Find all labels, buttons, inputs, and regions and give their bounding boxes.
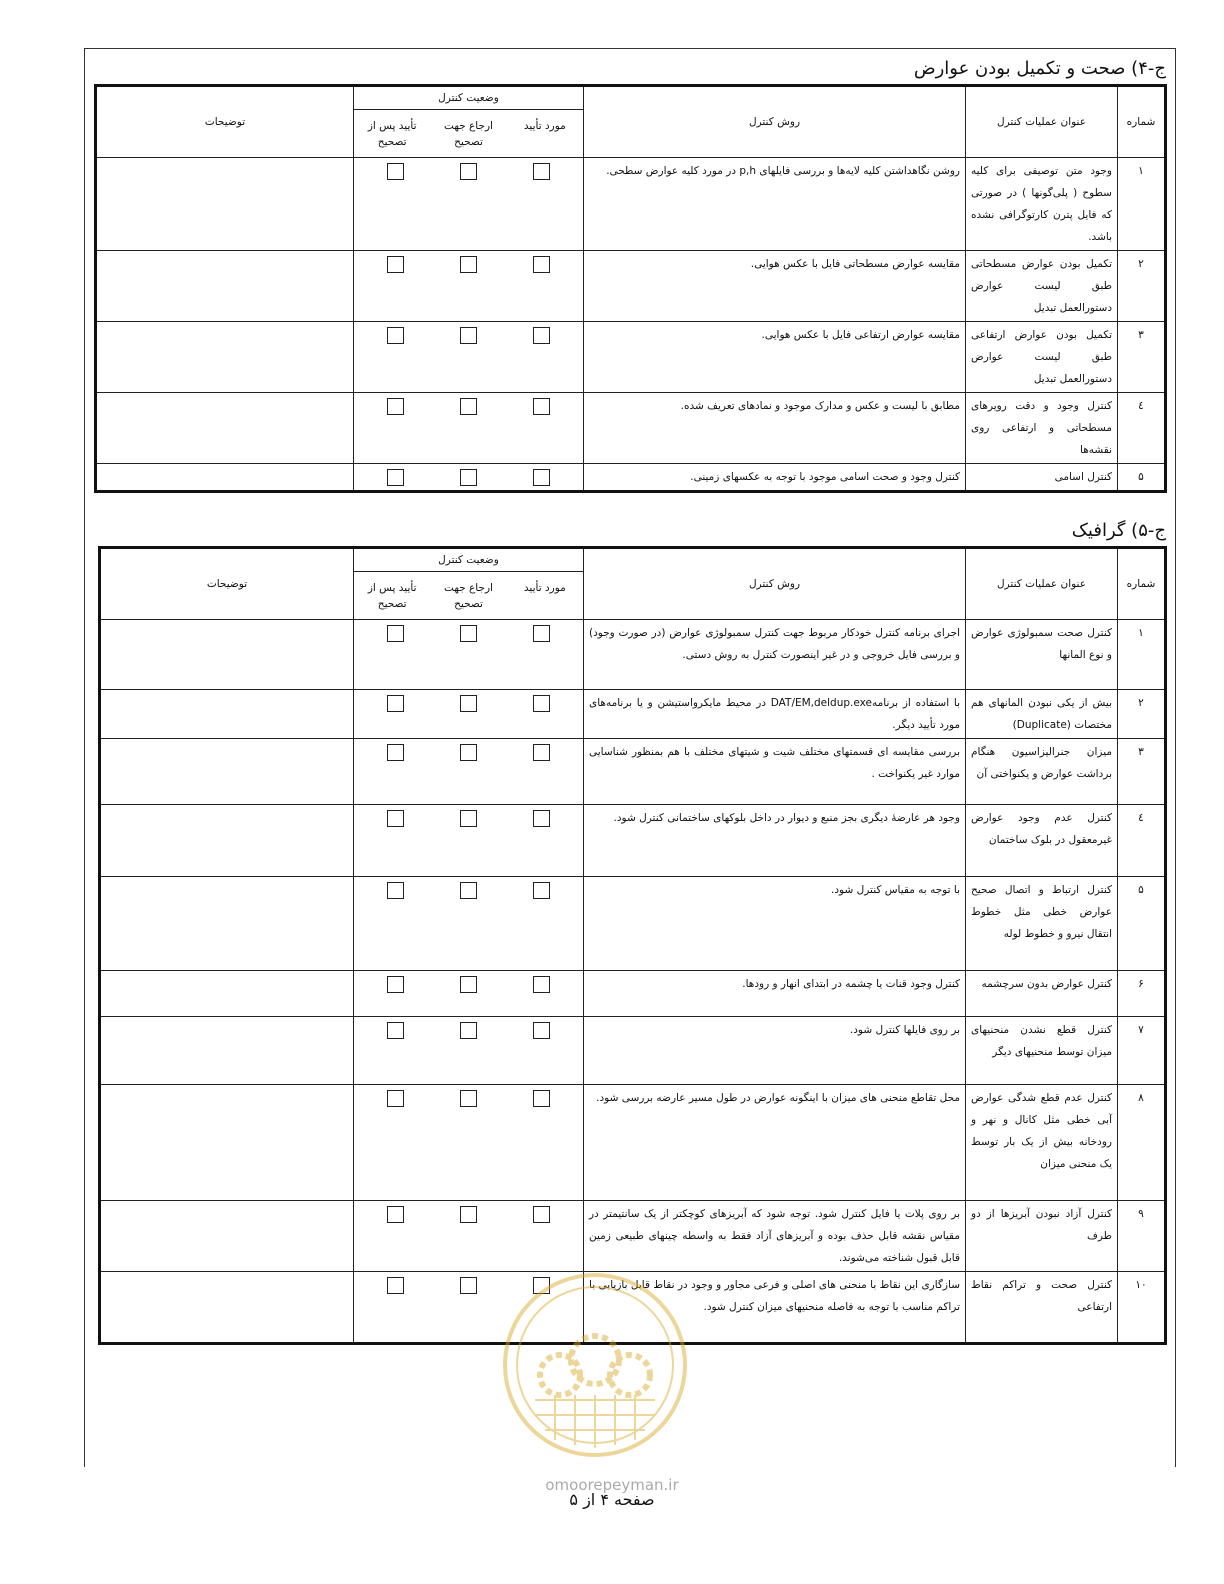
row-method: بر روی پلات یا فایل کنترل شود. توجه شود که آبریزهای کوچکتر از یک سانتیمتر در مقیاس نقشه قابل حذف بوده و آبریزهای آزاد فقط به واسطه چینهای طبیعی زمین قابل قبول شناخته می‌شوند.	[584, 1201, 966, 1272]
row-notes[interactable]	[100, 620, 354, 690]
after-correction-checkbox[interactable]	[387, 810, 404, 827]
row-number: ۳	[1118, 322, 1166, 393]
table-row	[100, 620, 1166, 690]
row-operation: کنترل عدم قطع شدگی عوارض آبی خطی مثل کانال و نهر و رودخانه بیش از یک بار توسط یک منحنی میزان	[966, 1085, 1118, 1201]
table-row	[100, 739, 1166, 805]
header-operation: عنوان عملیات کنترل	[966, 86, 1118, 158]
row-notes[interactable]	[96, 322, 354, 393]
seal-watermark	[500, 1270, 690, 1460]
row-notes[interactable]	[100, 1201, 354, 1272]
row-method: کنترل وجود و صحت اسامی موجود با توجه به عکسهای زمینی.	[584, 464, 966, 492]
row-operation: کنترل عدم وجود عوارض غیرمعقول در بلوک ساختمان	[966, 805, 1118, 877]
approved-checkbox[interactable]	[533, 256, 550, 273]
status-checkboxes	[359, 253, 578, 273]
row-notes[interactable]	[100, 1272, 354, 1344]
approved-checkbox[interactable]	[533, 976, 550, 993]
row-operation: وجود متن توصیفی برای کلیه سطوح ( پلی‌گونها ) در صورتی که فایل پترن کارتوگرافی نشده باشد.	[966, 158, 1118, 251]
approved-checkbox[interactable]	[533, 744, 550, 761]
table-row	[96, 393, 1166, 464]
section-4-title: ج-۴) صحت و تکمیل بودن عوارض	[913, 58, 1166, 79]
row-status	[354, 739, 584, 805]
row-notes[interactable]	[100, 739, 354, 805]
return-checkbox[interactable]	[460, 744, 477, 761]
return-checkbox[interactable]	[460, 976, 477, 993]
approved-checkbox[interactable]	[533, 882, 550, 899]
approved-checkbox[interactable]	[533, 695, 550, 712]
row-method: محل تقاطع منحنی های میزان با اینگونه عوارض در طول مسیر عارضه بررسی شود.	[584, 1085, 966, 1201]
row-number: ۵	[1118, 877, 1166, 971]
row-operation: کنترل صحت و تراکم نقاط ارتفاعی	[966, 1272, 1118, 1344]
row-status	[354, 1201, 584, 1272]
header-status-approved: مورد تأیید	[523, 119, 566, 132]
row-notes[interactable]	[100, 971, 354, 1017]
header-status: وضعیت کنترل	[354, 548, 584, 572]
return-checkbox[interactable]	[460, 398, 477, 415]
return-checkbox[interactable]	[460, 810, 477, 827]
approved-checkbox[interactable]	[533, 398, 550, 415]
row-method: اجرای برنامه کنترل خودکار مربوط جهت کنترل سمبولوژی عوارض (در صورت وجود) و بررسی فایل خروجی و در غیر اینصورت کنترل به روش دستی.	[584, 620, 966, 690]
row-number: ۳	[1118, 739, 1166, 805]
return-checkbox[interactable]	[460, 625, 477, 642]
return-checkbox[interactable]	[460, 1206, 477, 1223]
after-correction-checkbox[interactable]	[387, 976, 404, 993]
row-status	[354, 805, 584, 877]
table-row	[96, 158, 1166, 251]
status-checkboxes	[359, 395, 578, 415]
row-operation: بیش از یکی نبودن المانهای هم مختصات (Duplicate)	[966, 690, 1118, 739]
row-status	[354, 393, 584, 464]
row-number: ۹	[1118, 1201, 1166, 1272]
row-number: ۵	[1118, 464, 1166, 492]
row-status	[354, 251, 584, 322]
row-operation: کنترل آزاد نبودن آبریزها از دو طرف	[966, 1201, 1118, 1272]
row-status	[354, 877, 584, 971]
after-correction-checkbox[interactable]	[387, 1206, 404, 1223]
row-operation: کنترل عوارض بدون سرچشمه	[966, 971, 1118, 1017]
row-method: بر روی فایلها کنترل شود.	[584, 1017, 966, 1085]
row-status	[354, 620, 584, 690]
after-correction-checkbox[interactable]	[387, 882, 404, 899]
row-method: مقایسه عوارض مسطحاتی فایل با عکس هوایی.	[584, 251, 966, 322]
status-checkboxes	[359, 879, 578, 899]
header-status-approved: مورد تأیید	[523, 581, 566, 594]
table-row	[96, 322, 1166, 393]
table-row	[100, 1017, 1166, 1085]
approved-checkbox[interactable]	[533, 469, 550, 486]
status-checkboxes	[359, 622, 578, 642]
row-method: با استفاده از برنامهDAT/EM,deldup.exe در محیط مایکرواستیشن و یا برنامه‌های مورد تأیید دیگر.	[584, 690, 966, 739]
return-checkbox[interactable]	[460, 327, 477, 344]
return-checkbox[interactable]	[460, 1022, 477, 1039]
status-checkboxes	[359, 466, 578, 486]
after-correction-checkbox[interactable]	[387, 744, 404, 761]
status-checkboxes	[359, 973, 578, 993]
status-checkboxes	[359, 741, 578, 761]
status-checkboxes	[359, 324, 578, 344]
row-operation: تکمیل بودن عوارض ارتفاعی طبق لیست عوارض دستورالعمل تبدیل	[966, 322, 1118, 393]
table-row	[100, 971, 1166, 1017]
after-correction-checkbox[interactable]	[387, 695, 404, 712]
page-number: صفحه ۴ از ۵	[569, 1490, 655, 1509]
table-row	[100, 877, 1166, 971]
header-operation: عنوان عملیات کنترل	[966, 548, 1118, 620]
return-checkbox[interactable]	[460, 256, 477, 273]
after-correction-checkbox[interactable]	[387, 163, 404, 180]
row-method: روشن نگاهداشتن کلیه لایه‌ها و بررسی فایلهای p,h در مورد کلیه عوارض سطحی.	[584, 158, 966, 251]
return-checkbox[interactable]	[460, 882, 477, 899]
row-operation: کنترل ارتباط و اتصال صحیح عوارض خطی مثل خطوط انتقال نیرو و خطوط لوله	[966, 877, 1118, 971]
header-status-after: تأیید پس از تصحیح	[367, 119, 417, 148]
row-notes[interactable]	[96, 393, 354, 464]
row-notes[interactable]	[100, 805, 354, 877]
row-number: ۱	[1118, 620, 1166, 690]
row-method: سازگاری این نقاط با منحنی های اصلی و فرعی مجاور و وجود در نقاط قابل بازیابی با تراکم مناسب با توجه به فاصله منحنیهای میزان کنترل شود.	[584, 1272, 966, 1344]
row-notes[interactable]	[96, 158, 354, 251]
row-notes[interactable]	[96, 251, 354, 322]
return-checkbox[interactable]	[460, 1090, 477, 1107]
row-notes[interactable]	[100, 1085, 354, 1201]
row-number: ۶	[1118, 971, 1166, 1017]
header-status-subcolumns	[354, 110, 584, 158]
header-status-subcolumns	[354, 572, 584, 620]
approved-checkbox[interactable]	[533, 327, 550, 344]
row-method: وجود هر عارضهٔ دیگری بجز منبع و دیوار در داخل بلوکهای ساختمانی کنترل شود.	[584, 805, 966, 877]
header-notes: توضیحات	[96, 86, 354, 158]
row-method: با توجه به مقیاس کنترل شود.	[584, 877, 966, 971]
row-operation: میزان جنرالیزاسیون هنگام برداشت عوارض و یکنواختی آن	[966, 739, 1118, 805]
after-correction-checkbox[interactable]	[387, 469, 404, 486]
after-correction-checkbox[interactable]	[387, 327, 404, 344]
status-checkboxes	[359, 1087, 578, 1107]
row-status	[354, 690, 584, 739]
row-number: ٤	[1118, 805, 1166, 877]
row-status	[354, 971, 584, 1017]
row-operation: کنترل صحت سمبولوژی عوارض و نوع المانها	[966, 620, 1118, 690]
row-method: کنترل وجود قنات یا چشمه در ابتدای انهار و رودها.	[584, 971, 966, 1017]
table-row	[100, 1201, 1166, 1272]
header-status-after: تأیید پس از تصحیح	[367, 581, 417, 610]
return-checkbox[interactable]	[460, 695, 477, 712]
table-row	[100, 690, 1166, 739]
table-row	[100, 1085, 1166, 1201]
row-status	[354, 464, 584, 492]
row-number: ۲	[1118, 690, 1166, 739]
section-4-table	[94, 84, 1167, 493]
header-method: روش کنترل	[584, 548, 966, 620]
after-correction-checkbox[interactable]	[387, 398, 404, 415]
approved-checkbox[interactable]	[533, 625, 550, 642]
header-number: شماره	[1118, 548, 1166, 620]
return-checkbox[interactable]	[460, 163, 477, 180]
row-number: ۸	[1118, 1085, 1166, 1201]
header-number: شماره	[1118, 86, 1166, 158]
return-checkbox[interactable]	[460, 469, 477, 486]
row-status	[354, 1017, 584, 1085]
section-5-table	[98, 546, 1167, 1345]
status-checkboxes	[359, 1203, 578, 1223]
approved-checkbox[interactable]	[533, 1206, 550, 1223]
table-row	[96, 464, 1166, 492]
row-operation: کنترل وجود و دقت رویرهای مسطحاتی و ارتفاعی روی نقشه‌ها	[966, 393, 1118, 464]
status-checkboxes	[359, 807, 578, 827]
row-notes[interactable]	[100, 877, 354, 971]
approved-checkbox[interactable]	[533, 810, 550, 827]
status-checkboxes	[359, 692, 578, 712]
header-status-return: ارجاع جهت تصحیح	[444, 119, 493, 148]
row-notes[interactable]	[100, 1017, 354, 1085]
after-correction-checkbox[interactable]	[387, 1022, 404, 1039]
after-correction-checkbox[interactable]	[387, 1090, 404, 1107]
header-status-return: ارجاع جهت تصحیح	[444, 581, 493, 610]
row-method: مقایسه عوارض ارتفاعی فایل با عکس هوایی.	[584, 322, 966, 393]
after-correction-checkbox[interactable]	[387, 625, 404, 642]
row-operation: کنترل اسامی	[966, 464, 1118, 492]
approved-checkbox[interactable]	[533, 1090, 550, 1107]
watermark-url: omoorepeyman.ir	[545, 1476, 679, 1494]
header-notes: توضیحات	[100, 548, 354, 620]
row-number: ۷	[1118, 1017, 1166, 1085]
after-correction-checkbox[interactable]	[387, 256, 404, 273]
row-number: ۱۰	[1118, 1272, 1166, 1344]
row-notes[interactable]	[96, 464, 354, 492]
row-operation: کنترل قطع نشدن منحنیهای میزان توسط منحنیهای دیگر	[966, 1017, 1118, 1085]
approved-checkbox[interactable]	[533, 1022, 550, 1039]
row-notes[interactable]	[100, 690, 354, 739]
row-number: ۲	[1118, 251, 1166, 322]
row-number: ٤	[1118, 393, 1166, 464]
header-method: روش کنترل	[584, 86, 966, 158]
row-status	[354, 1085, 584, 1201]
header-status: وضعیت کنترل	[354, 86, 584, 110]
return-checkbox[interactable]	[460, 1277, 477, 1294]
section-5-title: ج-۵) گرافیک	[1071, 520, 1166, 541]
row-operation: تکمیل بودن عوارض مسطحاتی طبق لیست عوارض دستورالعمل تبدیل	[966, 251, 1118, 322]
approved-checkbox[interactable]	[533, 163, 550, 180]
row-method: مطابق با لیست و عکس و مدارک موجود و نمادهای تعریف شده.	[584, 393, 966, 464]
status-checkboxes	[359, 1019, 578, 1039]
status-checkboxes	[359, 160, 578, 180]
row-number: ۱	[1118, 158, 1166, 251]
row-status	[354, 158, 584, 251]
row-method: بررسی مقایسه ای قسمتهای مختلف شیت و شیتهای مختلف با هم بمنظور شناسایی موارد غیر یکنواخت .	[584, 739, 966, 805]
row-status	[354, 322, 584, 393]
after-correction-checkbox[interactable]	[387, 1277, 404, 1294]
table-row	[96, 251, 1166, 322]
table-row	[100, 805, 1166, 877]
